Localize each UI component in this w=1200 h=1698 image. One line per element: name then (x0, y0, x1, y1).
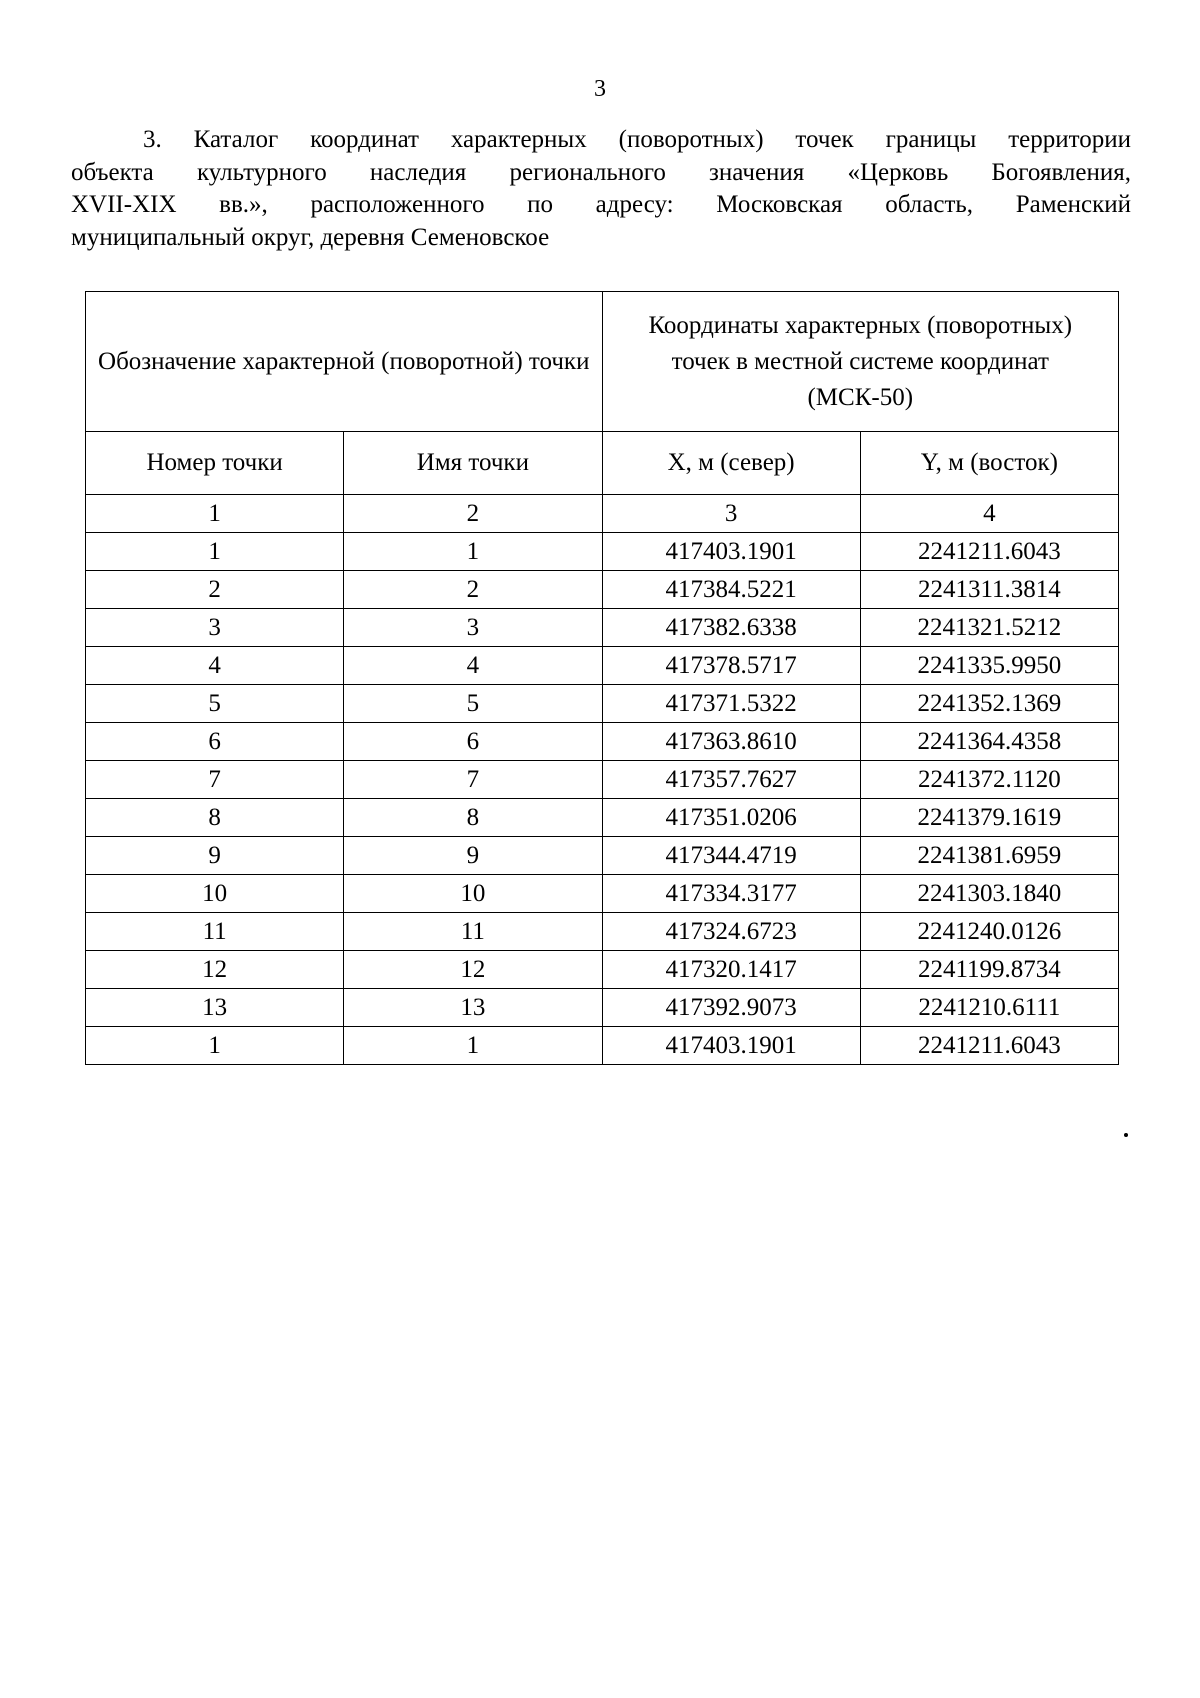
cell-point-name: 1 (344, 1027, 602, 1065)
cell-y-east: 2241321.5212 (860, 609, 1118, 647)
cell-point-number: 8 (86, 799, 344, 837)
cell-point-number: 10 (86, 875, 344, 913)
cell-y-east: 2241379.1619 (860, 799, 1118, 837)
cell-point-name: 2 (344, 571, 602, 609)
column-header-point-name: Имя точки (344, 432, 602, 495)
coordinates-header (602, 292, 1119, 432)
column-header-point-number: Номер точки (86, 432, 344, 495)
cell-y-east: 2241364.4358 (860, 723, 1118, 761)
cell-x-north: 417403.1901 (602, 533, 860, 571)
column-number: 3 (602, 495, 860, 533)
trailing-period-mark (1124, 1133, 1128, 1137)
table-row (86, 951, 1119, 989)
heading-line: объекта культурного наследия регионального значения «Церковь Богоявления, (71, 158, 1131, 186)
heading-line: 3. Каталог координат характерных (поворотных) точек границы территории (143, 126, 1131, 153)
cell-x-north: 417384.5221 (602, 571, 860, 609)
cell-y-east: 2241240.0126 (860, 913, 1118, 951)
column-header-y-east: Y, м (восток) (860, 432, 1118, 495)
coordinates-table (85, 291, 1119, 1065)
heading-line: муниципальный округ, деревня Семеновское (71, 223, 550, 251)
coordinates-header-line: (МСК-50) (807, 383, 914, 411)
page-number: 3 (594, 76, 606, 102)
cell-x-north: 417382.6338 (602, 609, 860, 647)
cell-point-number: 1 (86, 533, 344, 571)
coordinates-header-line: Координаты характерных (поворотных) (648, 311, 1073, 339)
table-row (86, 761, 1119, 799)
cell-point-name: 11 (344, 913, 602, 951)
cell-x-north: 417371.5322 (602, 685, 860, 723)
cell-x-north: 417344.4719 (602, 837, 860, 875)
cell-point-number: 13 (86, 989, 344, 1027)
cell-x-north: 417324.6723 (602, 913, 860, 951)
cell-x-north: 417378.5717 (602, 647, 860, 685)
cell-point-name: 7 (344, 761, 602, 799)
cell-point-number: 5 (86, 685, 344, 723)
table-row (86, 799, 1119, 837)
table-row (86, 571, 1119, 609)
cell-x-north: 417392.9073 (602, 989, 860, 1027)
column-header-x-north: X, м (север) (602, 432, 860, 495)
cell-point-number: 6 (86, 723, 344, 761)
cell-point-name: 12 (344, 951, 602, 989)
cell-x-north: 417334.3177 (602, 875, 860, 913)
table-row (86, 609, 1119, 647)
point-designation-header: Обозначение характерной (поворотной) точки (86, 292, 603, 432)
cell-point-name: 6 (344, 723, 602, 761)
table-row (86, 723, 1119, 761)
cell-y-east: 2241211.6043 (860, 533, 1118, 571)
cell-y-east: 2241303.1840 (860, 875, 1118, 913)
cell-point-number: 3 (86, 609, 344, 647)
cell-x-north: 417357.7627 (602, 761, 860, 799)
cell-point-name: 8 (344, 799, 602, 837)
table-row (86, 533, 1119, 571)
table-row (86, 875, 1119, 913)
cell-y-east: 2241381.6959 (860, 837, 1118, 875)
cell-point-name: 5 (344, 685, 602, 723)
cell-point-name: 9 (344, 837, 602, 875)
table-row (86, 647, 1119, 685)
cell-y-east: 2241352.1369 (860, 685, 1118, 723)
cell-point-number: 12 (86, 951, 344, 989)
cell-y-east: 2241199.8734 (860, 951, 1118, 989)
cell-y-east: 2241211.6043 (860, 1027, 1118, 1065)
cell-point-name: 3 (344, 609, 602, 647)
table-row (86, 989, 1119, 1027)
coordinates-header-line: точек в местной системе координат (671, 347, 1049, 375)
cell-point-number: 2 (86, 571, 344, 609)
table-row (86, 685, 1119, 723)
column-number: 2 (344, 495, 602, 533)
catalog-heading (71, 124, 1131, 254)
cell-point-name: 1 (344, 533, 602, 571)
table-row (86, 913, 1119, 951)
table-row (86, 837, 1119, 875)
cell-x-north: 417403.1901 (602, 1027, 860, 1065)
column-number-row (86, 495, 1119, 533)
cell-point-name: 10 (344, 875, 602, 913)
cell-point-name: 13 (344, 989, 602, 1027)
table-row (86, 1027, 1119, 1065)
cell-point-number: 9 (86, 837, 344, 875)
cell-point-number: 11 (86, 913, 344, 951)
cell-point-number: 4 (86, 647, 344, 685)
cell-y-east: 2241372.1120 (860, 761, 1118, 799)
table-header-group-row (86, 292, 1119, 432)
column-number: 1 (86, 495, 344, 533)
cell-point-number: 1 (86, 1027, 344, 1065)
cell-y-east: 2241311.3814 (860, 571, 1118, 609)
cell-point-name: 4 (344, 647, 602, 685)
cell-x-north: 417363.8610 (602, 723, 860, 761)
cell-y-east: 2241335.9950 (860, 647, 1118, 685)
cell-x-north: 417320.1417 (602, 951, 860, 989)
table-column-header-row (86, 432, 1119, 495)
cell-point-number: 7 (86, 761, 344, 799)
cell-y-east: 2241210.6111 (860, 989, 1118, 1027)
cell-x-north: 417351.0206 (602, 799, 860, 837)
column-number: 4 (860, 495, 1118, 533)
heading-line: XVII-XIX вв.», расположенного по адресу: Московская область, Раменский (71, 191, 1131, 218)
